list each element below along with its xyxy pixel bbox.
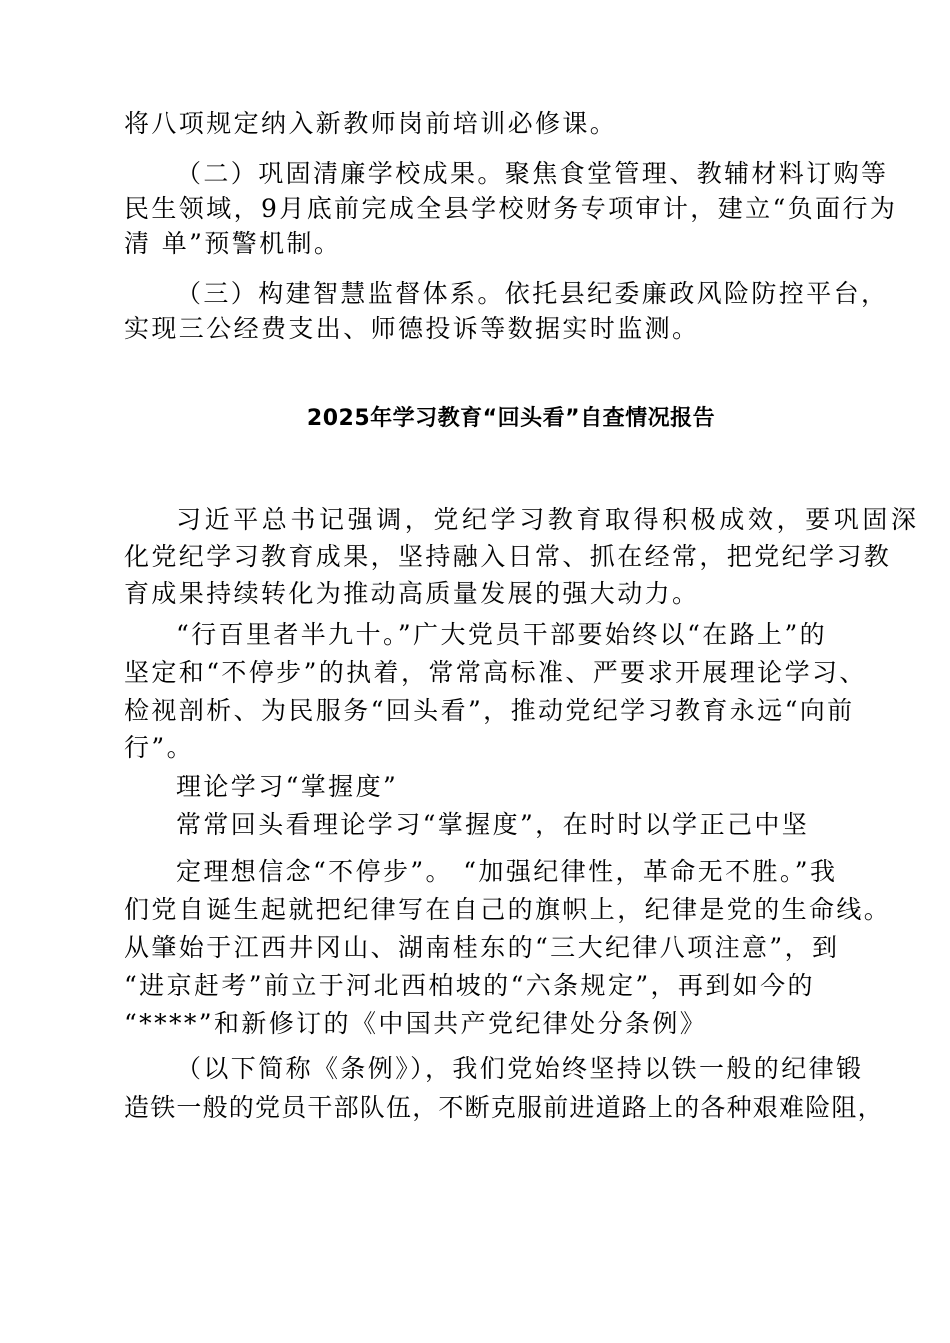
text-line: 实现三公经费支出、师德投诉等数据实时监测。 bbox=[124, 314, 700, 343]
text-line: 们党自诞生起就把纪律写在自己的旗帜上，纪律是党的生命线。 bbox=[124, 895, 892, 924]
text-line: 造铁一般的党员干部队伍，不断克服前进道路上的各种艰难险阻， bbox=[124, 1093, 884, 1122]
text-line: 从肇始于江西井冈山、湖南桂东的“三大纪律八项注意”，到 bbox=[124, 933, 840, 962]
text-line: 常常回头看理论学习“掌握度”，在时时以学正己中坚 bbox=[176, 810, 810, 839]
text-line: “进京赶考”前立于河北西柏坡的“六条规定”，再到如今的 bbox=[124, 971, 815, 1000]
text-line: 化党纪学习教育成果，坚持融入日常、抓在经常，把党纪学习教 bbox=[124, 542, 892, 571]
text-line: 习近平总书记强调，党纪学习教育取得积极成效，要巩固深 bbox=[176, 505, 920, 534]
text-line: “行百里者半九十。”广大党员干部要始终以“在路上”的 bbox=[176, 620, 828, 649]
text-line: （二）巩固清廉学校成果。聚焦食堂管理、教辅材料订购等 bbox=[176, 159, 889, 188]
text-line: 坚定和“不停步”的执着，常常高标准、严要求开展理论学习、 bbox=[124, 658, 867, 687]
text-line: （以下简称《条例》），我们党始终坚持以铁一般的纪律锻 bbox=[176, 1054, 864, 1083]
text-line: 理论学习“掌握度” bbox=[176, 772, 399, 801]
text-line: 育成果持续转化为推动高质量发展的强大动力。 bbox=[124, 579, 700, 608]
report-title-text: 2025年学习教育“回头看”自查情况报告 bbox=[306, 406, 716, 431]
text-line: 定理想信念“不停步”。 “加强纪律性，革命无不胜。”我 bbox=[176, 857, 838, 886]
text-line: 清 单”预警机制。 bbox=[124, 229, 342, 258]
text-line: 行”。 bbox=[124, 733, 194, 762]
report-title bbox=[0, 404, 950, 434]
text-line: 将八项规定纳入新教师岗前培训必修课。 bbox=[124, 109, 618, 138]
text-line: 民生领域，9月底前完成全县学校财务专项审计，建立“负面行为 bbox=[124, 194, 898, 223]
text-line: 检视剖析、为民服务“回头看”，推动党纪学习教育永远“向前 bbox=[124, 696, 855, 725]
text-line: “****”和新修订的《中国共产党纪律处分条例》 bbox=[124, 1009, 708, 1038]
text-line: （三）构建智慧监督体系。依托县纪委廉政风险防控平台， bbox=[176, 279, 889, 308]
